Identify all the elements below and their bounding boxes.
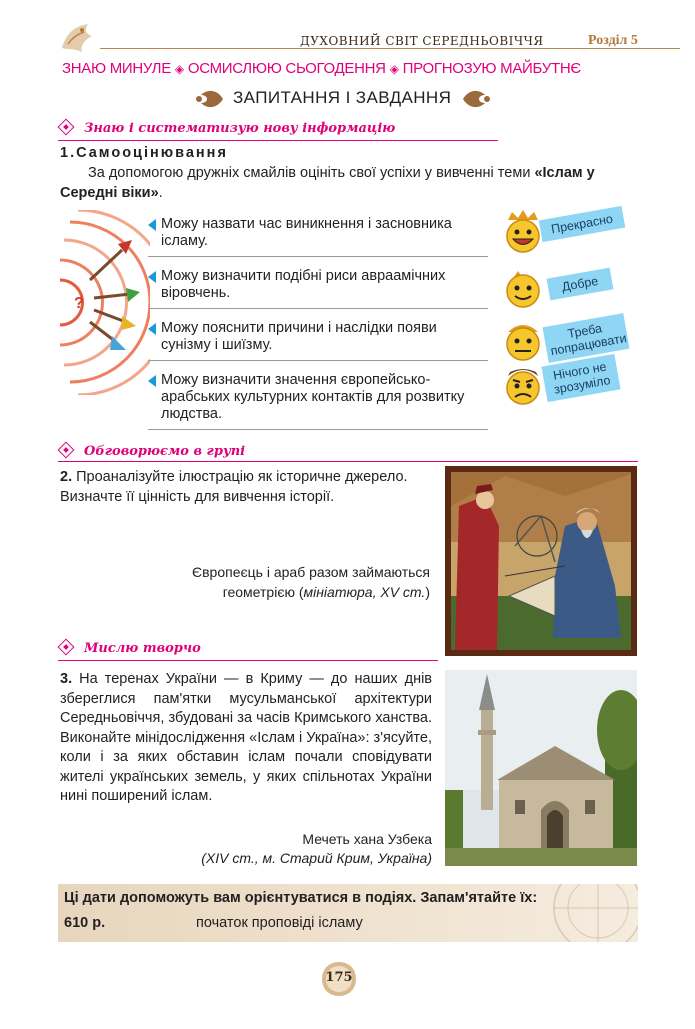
task-number: 3. xyxy=(60,671,73,687)
questions-title: ЗАПИТАННЯ І ЗАВДАННЯ xyxy=(233,88,452,107)
triangle-marker-icon xyxy=(148,375,156,387)
mosque-caption xyxy=(160,830,432,868)
self-assessment-statement xyxy=(148,372,488,430)
caption-end: ) xyxy=(425,584,430,600)
section-diamond-icon xyxy=(58,442,75,459)
caption-line-2: (XIV ст., м. Старий Крим, Україна) xyxy=(201,850,432,866)
task-1-title xyxy=(60,145,228,161)
self-assessment-statement xyxy=(148,320,488,361)
motto-part-2: ОСМИСЛЮЮ СЬОГОДЕННЯ xyxy=(187,60,386,77)
task-1-topic: «Іслам у Середні віки» xyxy=(60,165,595,201)
section-heading-text: Обговорюємо в групі xyxy=(84,444,246,459)
rating-label-excellent: Прекрасно xyxy=(539,206,626,242)
task-1-text-end: . xyxy=(158,185,163,201)
statement-text: Можу пояснити причини і наслідки появи сунізму і шиїзму. xyxy=(161,320,437,353)
corner-emblem-icon xyxy=(58,18,96,56)
page-number-badge xyxy=(318,960,360,998)
diamond-icon: ◈ xyxy=(389,62,399,76)
section-heading-1 xyxy=(60,120,395,140)
task-3-text xyxy=(60,670,432,807)
task-number: 1. xyxy=(60,145,77,161)
task-3-body: На теренах України — в Криму — до наших днів збереглися пам'ятки мусульманської архітектури Середньовіччя, збудовані за часів Кримського ханства. Виконайте мінідослідження «Іслам і Україна»: з'ясуйте, коли і за яких обставин іслам почали сповідувати жителі українських земель, у яких спільнотах України нині поширений іслам. xyxy=(60,671,433,804)
section-heading-text: Знаю і систематизую нову інформацію xyxy=(84,121,396,136)
triangle-marker-icon xyxy=(148,271,156,283)
running-header-section: Розділ 5 xyxy=(588,33,638,48)
smiley-good-icon xyxy=(498,265,548,309)
task-2-body: Проаналізуйте ілюстрацію як історичне джерело. Визначте її цінність для вивчення історії. xyxy=(60,469,408,505)
page-number: 175 xyxy=(325,970,353,985)
medieval-miniature-image xyxy=(445,466,637,656)
questions-title-block xyxy=(195,86,495,112)
rating-label-needs-work: Треба попрацювати xyxy=(542,313,629,363)
mosque-photo-image xyxy=(445,670,637,866)
running-header-title: ДУХОВНИЙ СВІТ СЕРЕДНЬОВІЧЧЯ xyxy=(300,34,544,48)
self-assessment-statement xyxy=(148,216,488,257)
smiley-needs-work-icon xyxy=(498,318,548,362)
target-arrows-icon xyxy=(60,210,150,395)
target-question-mark: ? xyxy=(74,295,84,312)
section-rule xyxy=(58,461,638,462)
statement-text: Можу назвати час виникнення і засновника ісламу. xyxy=(161,216,452,249)
task-1-text-plain: За допомогою дружніх смайлів оцініть свої успіхи у вивченні теми xyxy=(88,165,535,181)
statement-text: Можу визначити значення європейсько-арабських культурних контактів для розвитку людства. xyxy=(161,372,465,422)
section-diamond-icon xyxy=(58,639,75,656)
diamond-icon: ◈ xyxy=(174,62,184,76)
task-1-text xyxy=(60,163,640,203)
ornament-right-icon xyxy=(461,87,491,111)
caption-italic: мініатюра, XV ст. xyxy=(303,584,426,600)
illustration-caption xyxy=(160,562,430,602)
caption-text: Європеєць і араб разом займаються геометрією ( xyxy=(192,564,430,600)
task-2-text xyxy=(60,467,430,507)
task-number: 2. xyxy=(60,469,73,485)
section-rule xyxy=(58,660,438,661)
key-dates-title: Ці дати допоможуть вам орієнтуватися в подіях. Запам'ятайте їх: xyxy=(64,890,538,906)
date-year: 610 р. xyxy=(64,915,106,931)
section-heading-2 xyxy=(60,443,245,463)
task-title-text: Самооцінювання xyxy=(76,145,228,161)
smiley-not-understood-icon xyxy=(498,362,548,406)
motto-part-1: ЗНАЮ МИНУЛЕ xyxy=(62,60,171,77)
caption-line-1: Мечеть хана Узбека xyxy=(302,831,432,847)
section-diamond-icon xyxy=(58,119,75,136)
triangle-marker-icon xyxy=(148,219,156,231)
ornament-left-icon xyxy=(195,87,225,111)
date-event: початок проповіді ісламу xyxy=(196,915,363,931)
section-heading-text: Мислю творчо xyxy=(84,641,201,656)
section-heading-3 xyxy=(60,640,201,660)
motto-line xyxy=(62,60,642,77)
motto-part-3: ПРОГНОЗУЮ МАЙБУТНЄ xyxy=(402,60,581,77)
self-assessment-statement xyxy=(148,268,488,309)
section-rule xyxy=(58,140,498,141)
rating-label-good: Добре xyxy=(547,268,614,301)
rating-label-not-understood: Нічого не зрозуміло xyxy=(541,354,620,402)
triangle-marker-icon xyxy=(148,323,156,335)
statement-text: Можу визначити подібні риси авраамічних віровчень. xyxy=(161,268,446,301)
